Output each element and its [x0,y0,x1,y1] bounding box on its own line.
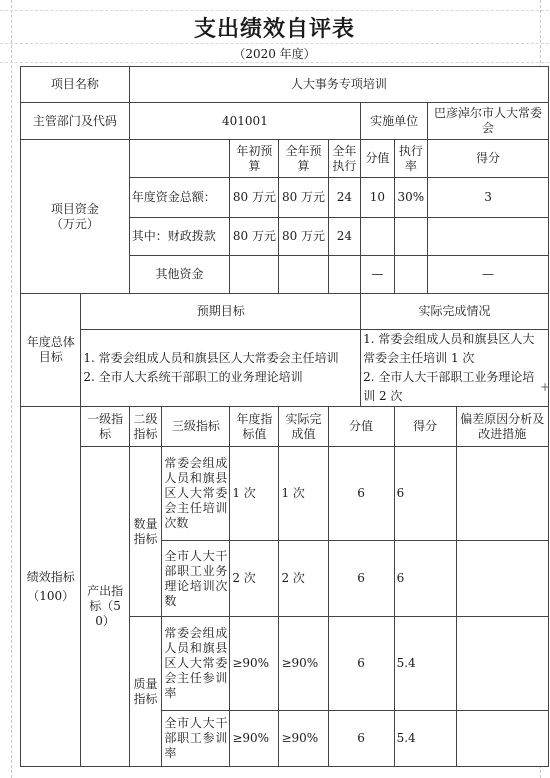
perf-label: 绩效指标 （100） [21,407,81,767]
goal-actual-header: 实际完成情况 [361,294,549,330]
funds-header-execution-rate: 执行率 [394,140,428,178]
perf-actual[interactable]: ≥90% [279,617,328,711]
row-boundary-marker: + [540,380,550,394]
dept-label: 主管部门及代码 [21,103,130,140]
perf-score-value[interactable]: 6 [328,617,394,711]
perf-header-level1: 一级指标 [81,407,129,447]
funds-cell[interactable]: — [361,256,394,294]
perf-score[interactable]: 5.4 [394,711,456,767]
funds-cell[interactable]: — [428,256,549,294]
funds-cell[interactable] [361,218,394,256]
perf-level3: 全市人大干部职工参训率 [162,711,230,767]
perf-note[interactable] [456,617,548,711]
perf-note[interactable] [456,447,548,541]
impl-unit-value[interactable]: 巴彦淖尔市人大常委会 [428,103,549,140]
perf-header-actual: 实际完成值 [279,407,328,447]
impl-unit-label: 实施单位 [361,103,428,140]
goal-actual-text[interactable]: 1. 常委会组成人员和旗县区人大常委会主任培训 1 次 2. 全市人大干部职工业务理论培训 2 次 [361,330,549,407]
perf-header-score-value: 分值 [328,407,394,447]
self-evaluation-table [20,66,549,767]
funds-cell[interactable]: 80 万元 [230,218,279,256]
funds-row-fiscal-label: 其中：财政拨款 [129,218,230,256]
funds-cell[interactable]: 24 [328,218,361,256]
perf-header-deviation: 偏差原因分析及改进措施 [456,407,548,447]
perf-score-value[interactable]: 6 [328,447,394,541]
funds-cell[interactable]: 80 万元 [279,218,328,256]
funds-cell[interactable] [230,256,279,294]
perf-score[interactable]: 5.4 [394,617,456,711]
funds-cell[interactable] [279,256,328,294]
perf-header-level3: 三级指标 [162,407,230,447]
dept-code[interactable]: 401001 [129,103,360,140]
funds-label: 项目资金 （万元） [21,140,130,294]
perf-header-level2: 二级指标 [129,407,162,447]
goal-expected-text[interactable]: 1. 常委会组成人员和旗县区人大常委会主任培训 2. 全市人大系统干部职工的业务理论培训 [81,330,361,407]
perf-level3: 常委会组成人员和旗县区人大常委会主任培训次数 [162,447,230,541]
perf-level3: 常委会组成人员和旗县区人大常委会主任参训率 [162,617,230,711]
funds-row-total-label: 年度资金总额： [129,178,230,218]
perf-score-value[interactable]: 6 [328,541,394,617]
perf-actual[interactable]: 1 次 [279,447,328,541]
page-title: 支出绩效自评表 [193,16,355,42]
perf-target[interactable]: 2 次 [230,541,279,617]
funds-cell[interactable]: 30% [394,178,428,218]
project-name-label: 项目名称 [21,67,130,103]
perf-note[interactable] [456,541,548,617]
funds-cell[interactable]: 24 [328,178,361,218]
perf-level3: 全市人大干部职工业务理论培训次数 [162,541,230,617]
funds-header-annual-budget: 全年预算 [279,140,328,178]
funds-cell[interactable]: 3 [428,178,549,218]
funds-row-other-label: 其他资金 [129,256,230,294]
goal-label: 年度总体目标 [21,294,81,407]
perf-score-value[interactable]: 6 [328,711,394,767]
funds-cell[interactable]: 10 [361,178,394,218]
funds-header-score: 得分 [428,140,549,178]
perf-level2-quantity: 数量指标 [129,447,162,617]
perf-target[interactable]: ≥90% [230,617,279,711]
perf-score[interactable]: 6 [394,541,456,617]
funds-cell[interactable] [328,256,361,294]
perf-score[interactable]: 6 [394,447,456,541]
funds-header-annual-execution: 全年执行 [328,140,361,178]
perf-level1: 产出指标（50） [81,447,129,767]
perf-header-score: 得分 [394,407,456,447]
project-name-value[interactable]: 人大事务专项培训 [129,67,548,103]
perf-note[interactable] [456,711,548,767]
funds-header-initial-budget: 年初预算 [230,140,279,178]
funds-cell[interactable] [394,256,428,294]
goal-expected-header: 预期目标 [81,294,361,330]
report-year: （2020 年度） [233,47,316,61]
funds-cell[interactable] [428,218,549,256]
perf-actual[interactable]: 2 次 [279,541,328,617]
perf-actual[interactable]: ≥90% [279,711,328,767]
perf-header-target: 年度指标值 [230,407,279,447]
perf-target[interactable]: 1 次 [230,447,279,541]
perf-target[interactable]: ≥90% [230,711,279,767]
funds-cell[interactable] [394,218,428,256]
perf-level2-quality: 质量指标 [129,617,162,767]
funds-cell[interactable]: 80 万元 [230,178,279,218]
funds-cell[interactable]: 80 万元 [279,178,328,218]
funds-header-score-value: 分值 [361,140,394,178]
